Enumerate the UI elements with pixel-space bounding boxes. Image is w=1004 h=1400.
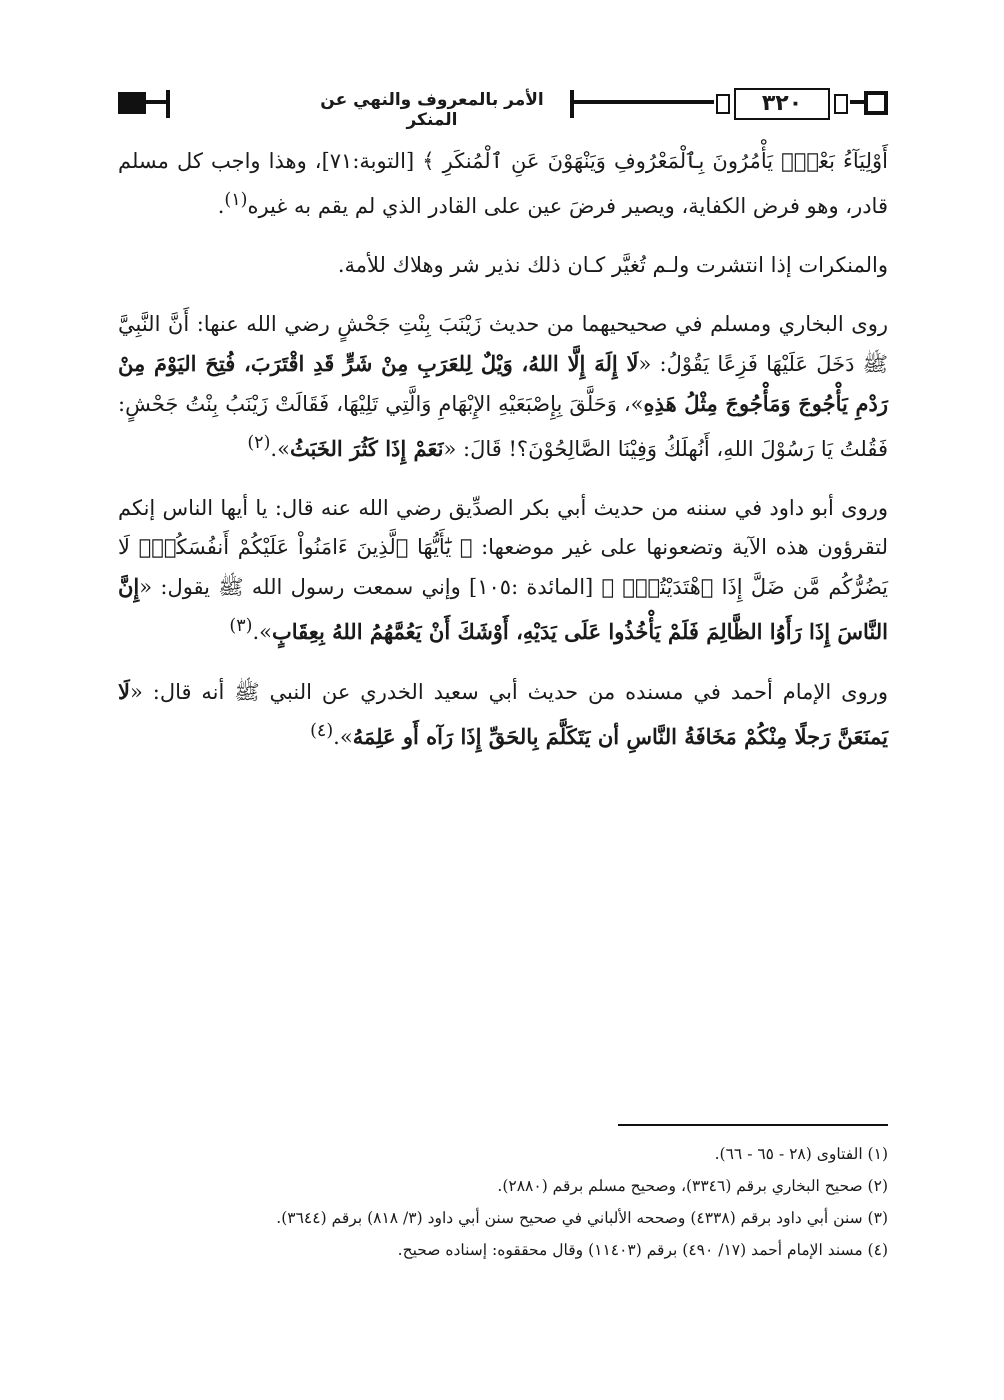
header-rule [146, 100, 166, 104]
paragraph [118, 142, 888, 226]
paragraph-text: وروى الإمام أحمد في مسنده من حديث أبي سعيد الخدري عن النبي ﷺ أنه قال: « [129, 680, 888, 704]
paragraph-text: روى البخاري ومسلم في صحيحيهما من حديث زَيْنَبَ بِنْتِ جَحْشٍ رضي الله عنها: أَنَّ النَّبِيَّ ﷺ دَخَلَ عَلَيْهَا فَزِعًا يَقُوْلُ: « [118, 312, 889, 376]
paragraph [118, 489, 888, 652]
paragraph: والمنكرات إذا انتشرت ولـم تُغيَّر كـان ذلك نذير شر وهلاك للأمة. [337, 253, 888, 277]
footnote-ref: (٣) [229, 616, 253, 636]
header-bar [166, 90, 170, 118]
running-title: الأمر بالمعروف والنهي عن المنكر [320, 90, 544, 130]
footnote-ref: (٤) [310, 721, 334, 741]
paragraph [118, 305, 888, 469]
footnote-separator [618, 1124, 888, 1126]
hadith-text: لَا يَمنَعَنَّ رَجلًا مِنْكُمْ مَخَافَةُ النَّاسِ أن يَتَكَلَّمَ بِالحَقِّ إِذَا رَآه أَو عَلِمَهُ [118, 679, 888, 749]
hadith-text: إِنَّ النَّاسَ إِذَا رَأَوُا الظَّالِمَ فَلَمْ يَأْخُذُوا عَلَى يَدَيْهِ، أَوْشَكَ أَنْ يَعُمَّهُمُ اللهُ بِعِقَابٍ [118, 574, 888, 644]
header-bar [570, 90, 574, 118]
header-ornament-square [118, 92, 146, 114]
quran-verse: أَوْلِيَآءُ بَعْضٍۚ يَأْمُرُونَ بِٱلْمَعْرُوفِ وَيَنْهَوْنَ عَنِ ٱلْمُنكَرِ ﴾ [422, 149, 888, 173]
footnote: (٤) مسند الإمام أحمد (١٧/ ٤٩٠) برقم (١١٤٠٣) وقال محققوه: إسناده صحيح. [397, 1241, 888, 1259]
hadith-text: نَعَمْ إِذَا كَثُرَ الخَبَثُ [289, 436, 444, 461]
main-text [118, 142, 888, 777]
paragraph-text: وروى أبو داود في سننه من حديث أبي بكر الصدِّيق رضي الله عنه قال: يا أيها الناس إنكم لتقرؤون هذه الآية وتضعونها على غير موضعها: ﴿ يَٰٓأَيُّهَا ٱلَّذِينَ ءَامَنُواْ عَلَيْكُمْ أَنفُسَكُمْۖ لَا يَضُرُّكُم مَّن ضَلَّ إِذَا ٱهْتَدَيْتُمْۚ ﴾ [المائدة :١٠٥] وإني سمعت رسول الله ﷺ يقول: « [118, 496, 888, 599]
punctuation: . [217, 194, 225, 218]
page-number: ٣٢٠ [734, 88, 830, 120]
header-ornament-frame [864, 91, 888, 115]
hadith-text: لَا إِلَهَ إِلَّا اللهُ، وَيْلٌ لِلعَرَبِ مِنْ شَرٍّ قَدِ اقْتَرَبَ، فُتِحَ اليَوْمَ مِنْ رَدْمِ يَأْجُوجَ وَمَأْجُوجَ مِثْلُ هَذِهِ [118, 351, 888, 416]
paragraph [118, 672, 888, 757]
footnote: (٢) صحيح البخاري برقم (٣٣٤٦)، وصحيح مسلم برقم (٢٨٨٠). [497, 1177, 888, 1195]
punctuation: ». [252, 620, 273, 644]
punctuation: ». [333, 725, 353, 749]
footnotes [118, 1138, 888, 1266]
footnote-ref: (١) [224, 190, 248, 210]
paragraph-text: »، وَحَلَّقَ بِإِصْبَعَيْهِ الإِبْهَامِ وَالَّتِي تَلِيْهَا، فَقَالَتْ زَيْنَبُ بِنْتُ جَحْشٍ: فَقُلتُ يَا رَسُوْلَ اللهِ، أَنُهلَكُ وَفِيْنَا الصَّالِحُوْنَ؟! قَالَ: « [118, 392, 888, 461]
footnote: (١) الفتاوى (٢٨ - ٦٥ - ٦٦). [714, 1145, 888, 1163]
footnote-ref: (٢) [247, 433, 271, 453]
page-header [118, 88, 888, 130]
punctuation: ». [270, 437, 290, 461]
footnote: (٣) سنن أبي داود برقم (٤٣٣٨) وصححه الألباني في صحيح سنن أبي داود (٣/ ٨١٨) برقم (٣٦٤٤). [276, 1209, 888, 1227]
header-rule [574, 100, 714, 104]
paragraph-text: [التوبة:٧١]، وهذا واجب كل مسلم قادر، وهو فرض الكفاية، ويصير فرضَ عين على القادر الذي لم يقم به غيره [118, 149, 888, 218]
